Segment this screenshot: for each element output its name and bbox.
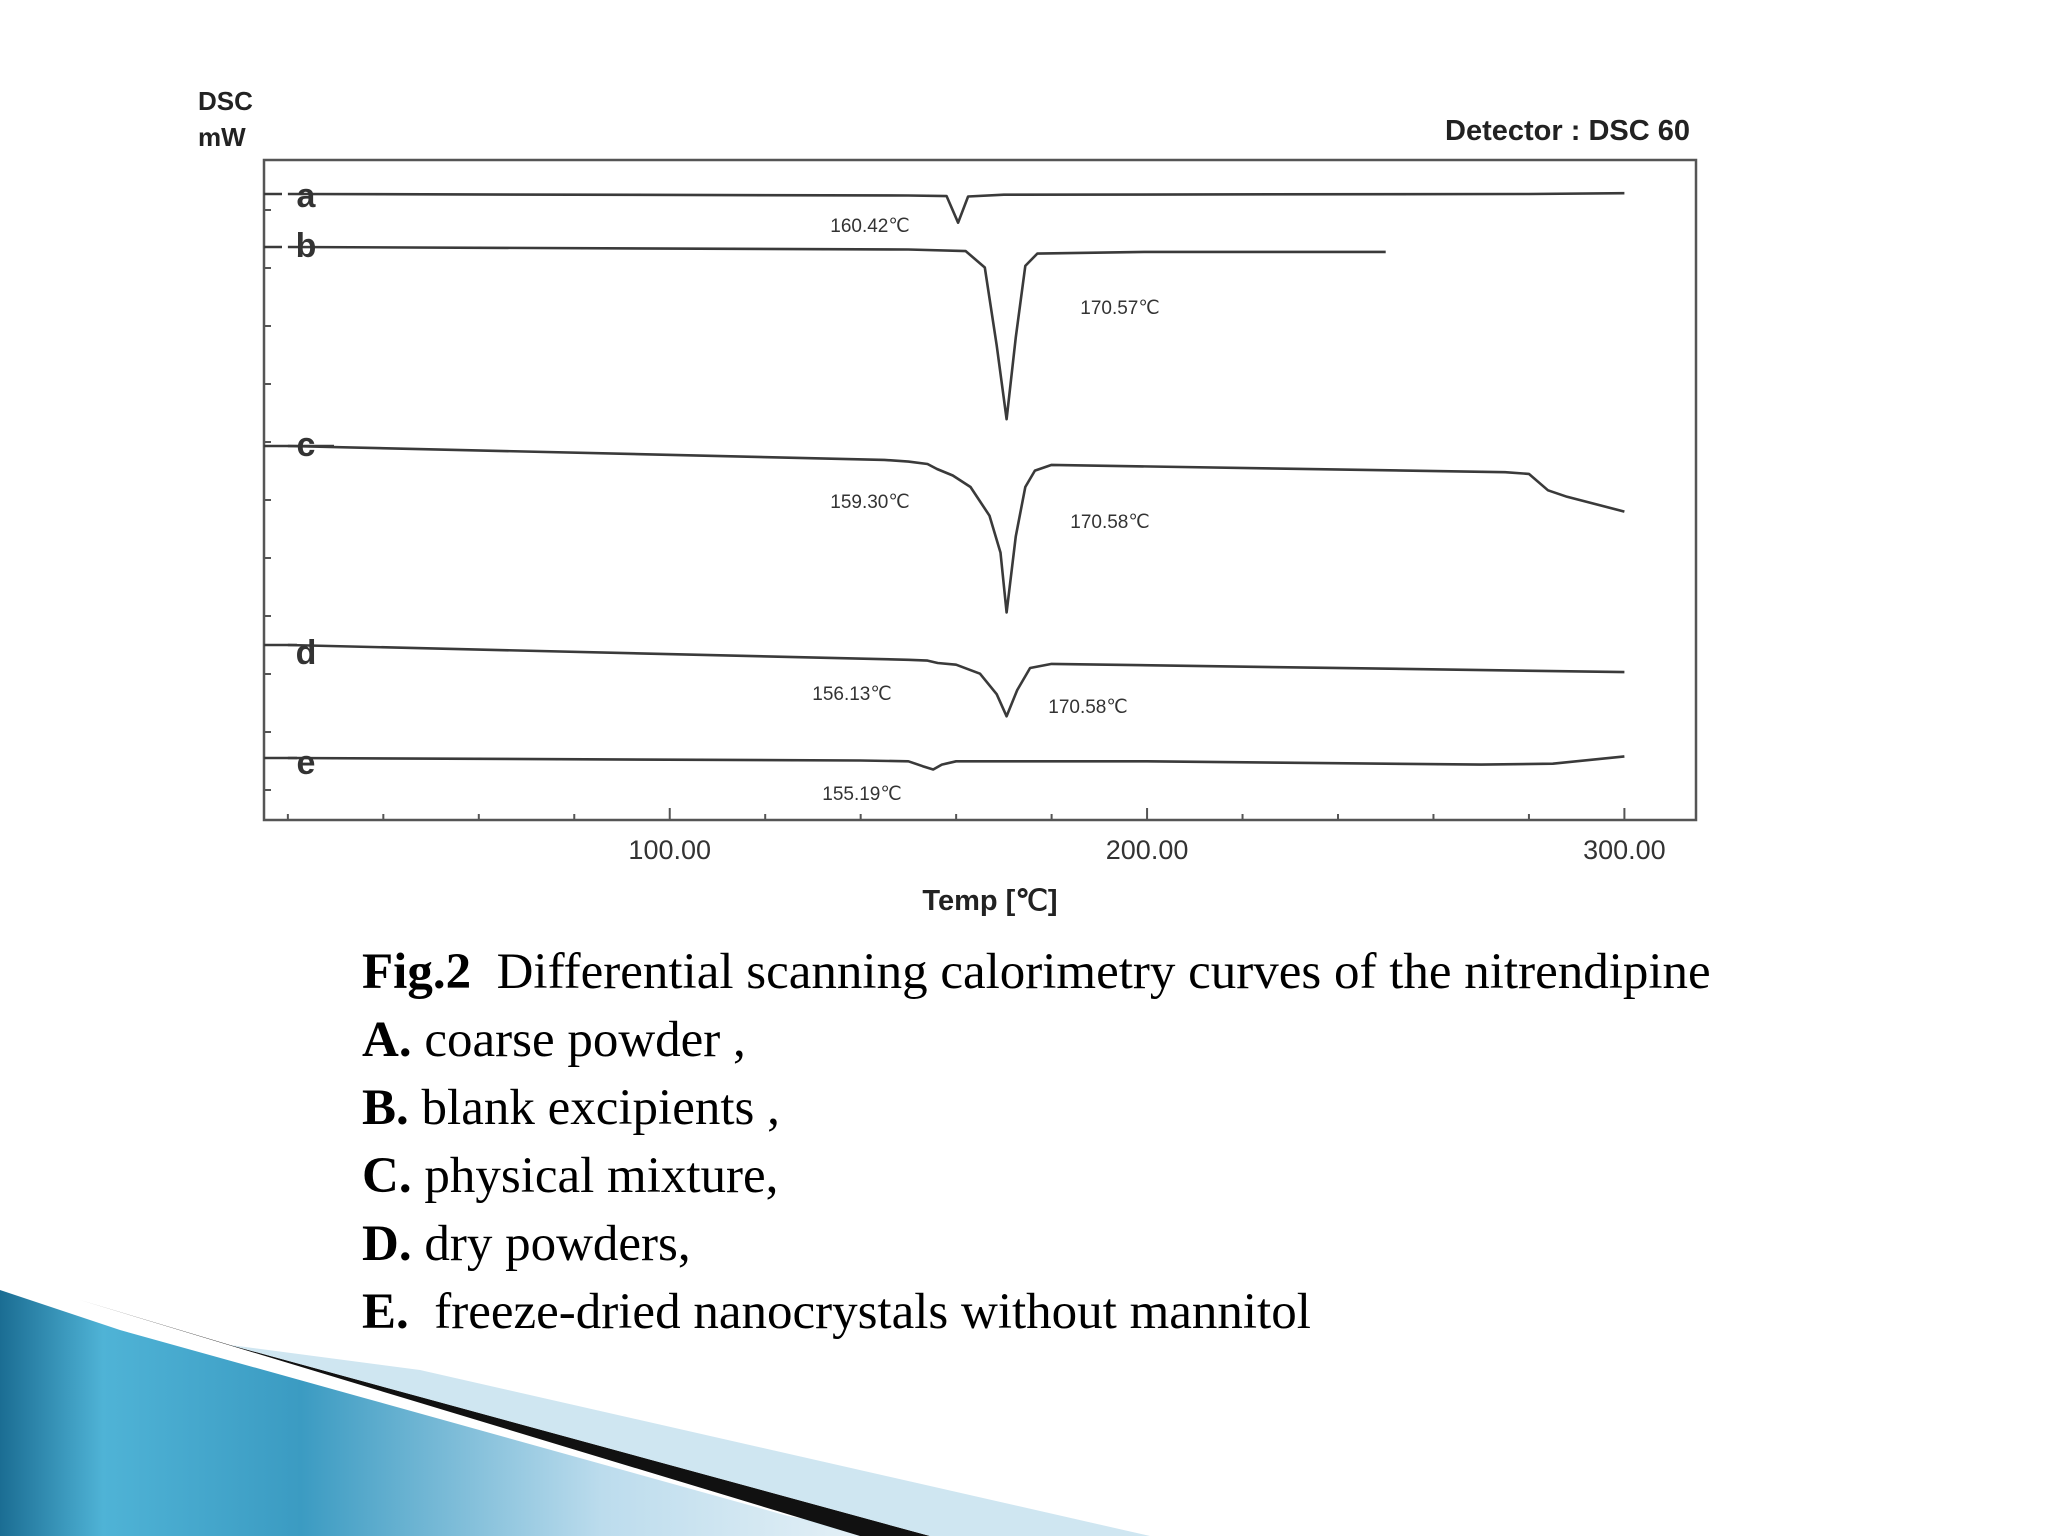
peak-label-c: 170.58℃ [1070,512,1150,533]
plot-frame [264,160,1696,820]
caption-line-lead: E. [362,1284,409,1340]
peak-label-a: 160.42℃ [830,216,910,237]
curve-label-e: e [296,744,316,782]
curve-a [288,193,1625,223]
curves [264,177,1624,805]
y-unit-label-2: mW [198,122,246,152]
caption-line-text: physical mixture, [411,1148,779,1204]
caption-line-lead: D. [362,1216,412,1272]
x-tick-label: 200.00 [1105,835,1189,865]
caption-line [362,1006,2002,1074]
curve-d [288,645,1625,716]
x-tick-label: 300.00 [1583,835,1666,865]
caption-line [362,938,2002,1006]
y-unit-label-1: DSC [198,86,253,116]
caption-line-text: blank excipients , [408,1080,780,1136]
curve-label-a: a [296,177,316,215]
x-axis-ticks [288,808,1666,865]
peak-label-e: 155.19℃ [822,784,902,805]
caption-line-lead: C. [362,1148,412,1204]
curve-label-c: c [296,426,316,464]
x-axis-label: Temp [℃] [922,885,1058,917]
peak-label-b: 170.57℃ [1080,298,1160,319]
figure-caption [362,938,2002,1346]
caption-line [362,1142,2002,1210]
curve-c [288,446,1625,613]
caption-line-lead: Fig.2 [362,944,472,1000]
caption-line-lead: B. [362,1080,409,1136]
curve-label-d: d [295,634,317,672]
peak-label-d: 156.13℃ [812,684,892,705]
curve-label-b: b [295,227,317,265]
caption-line [362,1074,2002,1142]
caption-line-text: Differential scanning calorimetry curves of the nitrendipine [471,944,1711,1000]
x-tick-label: 100.00 [628,835,712,865]
curve-b [288,247,1386,419]
caption-line-text: coarse powder , [411,1012,746,1068]
curve-e [288,756,1625,769]
peak-label-d: 170.58℃ [1048,697,1128,718]
caption-line-lead: A. [362,1012,412,1068]
caption-line-text: dry powders, [411,1216,691,1272]
detector-label: Detector : DSC 60 [1445,115,1690,147]
peak-label-c: 159.30℃ [830,492,910,513]
caption-line [362,1210,2002,1278]
caption-line [362,1278,2002,1346]
caption-line-text: freeze-dried nanocrystals without mannitol [408,1284,1311,1340]
